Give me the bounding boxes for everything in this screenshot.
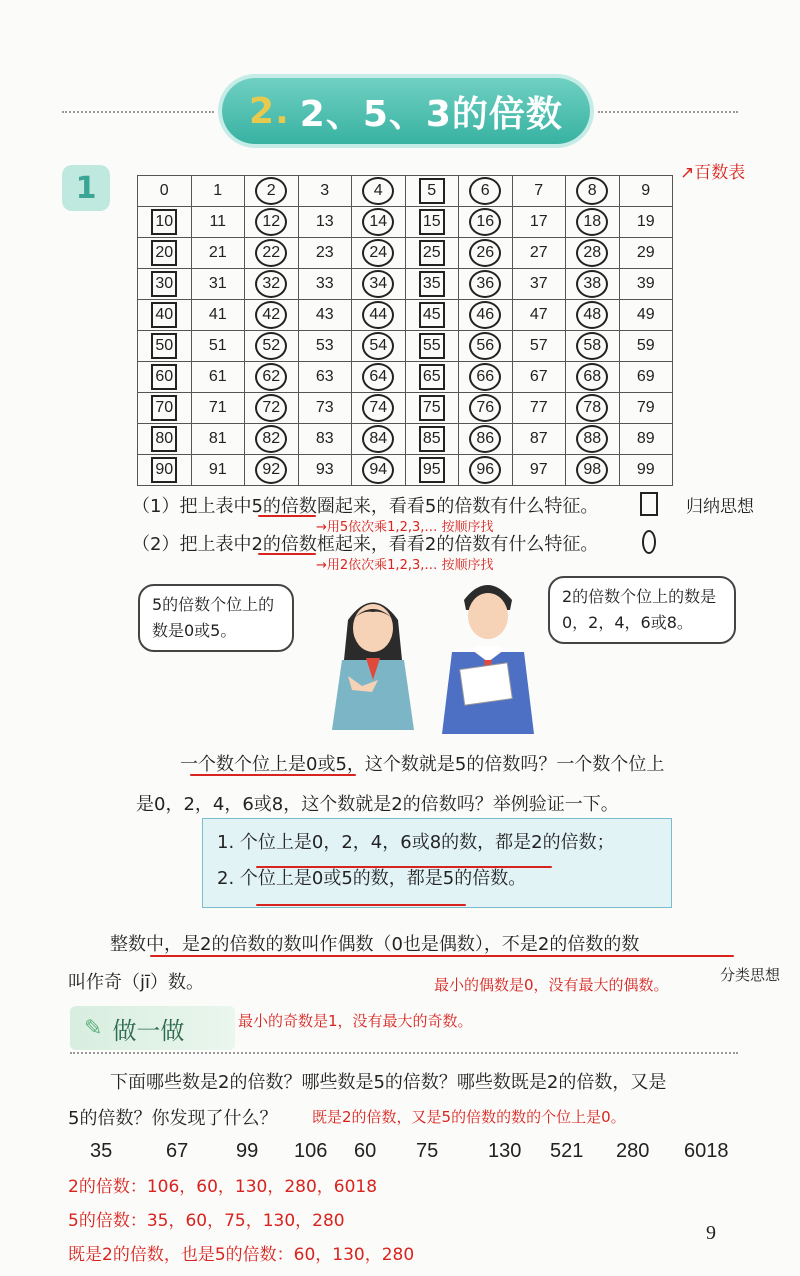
- chart-number: 0: [159, 182, 169, 199]
- chart-number: 77: [529, 399, 548, 416]
- chart-number: 9: [641, 182, 651, 199]
- title-rule-right: [598, 111, 738, 113]
- chart-number: 60: [151, 364, 177, 390]
- chart-number: 7: [534, 182, 544, 199]
- question-2: （2）把上表中2的倍数框起来，看看2的倍数有什么特征。: [132, 534, 599, 555]
- answer-multiples-of-both: 既是2的倍数，也是5的倍数：60，130，280: [68, 1245, 415, 1265]
- chart-cell: [298, 455, 352, 486]
- chart-number: 23: [315, 244, 334, 261]
- chart-number: 17: [529, 213, 548, 230]
- chart-cell: [138, 424, 192, 455]
- lesson-title: 2、5、3的倍数: [299, 93, 563, 135]
- chart-number: 97: [529, 461, 548, 478]
- chart-cell: [352, 455, 406, 486]
- chart-number: 76: [469, 394, 501, 422]
- chart-cell: [459, 269, 513, 300]
- chart-number: 33: [315, 275, 334, 292]
- chart-number: 38: [576, 270, 608, 298]
- chart-cell: [512, 238, 566, 269]
- chart-cell: [459, 455, 513, 486]
- chart-cell: [191, 176, 245, 207]
- chart-cell: [352, 269, 406, 300]
- chart-number: 1: [213, 182, 223, 199]
- chart-number: 8: [576, 177, 608, 205]
- paragraph-line-2: 是0，2，4，6或8，这个数就是2的倍数吗？举例验证一下。: [136, 794, 619, 815]
- chart-number: 30: [151, 271, 177, 297]
- chart-cell: [191, 269, 245, 300]
- chart-number: 80: [151, 426, 177, 452]
- chart-cell: [298, 269, 352, 300]
- title-rule-left: [62, 111, 214, 113]
- chart-number: 56: [469, 332, 501, 360]
- chart-cell: [566, 176, 620, 207]
- chart-cell: [298, 393, 352, 424]
- chart-number: 87: [529, 430, 548, 447]
- chart-cell: [138, 207, 192, 238]
- number-item: 6018: [684, 1140, 729, 1162]
- chart-number: 24: [362, 239, 394, 267]
- chart-number: 57: [529, 337, 548, 354]
- chart-row: [138, 455, 673, 486]
- chart-number: 51: [208, 337, 227, 354]
- chart-number: 59: [636, 337, 655, 354]
- chart-cell: [619, 238, 673, 269]
- chart-number: 15: [419, 209, 445, 235]
- chart-cell: [566, 362, 620, 393]
- chart-cell: [138, 331, 192, 362]
- chart-cell: [138, 455, 192, 486]
- chart-number: 55: [419, 333, 445, 359]
- chart-cell: [619, 331, 673, 362]
- chart-cell: [619, 362, 673, 393]
- chart-row: [138, 362, 673, 393]
- chart-cell: [191, 207, 245, 238]
- chart-cell: [512, 362, 566, 393]
- chart-cell: [138, 238, 192, 269]
- chart-number: 3: [320, 182, 330, 199]
- chart-cell: [298, 238, 352, 269]
- chart-number: 28: [576, 239, 608, 267]
- chart-number: 27: [529, 244, 548, 261]
- girl-illustration: [318, 580, 428, 740]
- chart-number: 14: [362, 208, 394, 236]
- chart-cell: [405, 455, 459, 486]
- number-item: 106: [294, 1140, 328, 1162]
- do-question-line-2: 5的倍数？你发现了什么？: [68, 1108, 278, 1129]
- chart-cell: [298, 207, 352, 238]
- chart-cell: [352, 331, 406, 362]
- chart-cell: [352, 207, 406, 238]
- chart-cell: [298, 331, 352, 362]
- chart-number: 79: [636, 399, 655, 416]
- chart-cell: [245, 300, 299, 331]
- chart-row: [138, 176, 673, 207]
- chart-cell: [459, 424, 513, 455]
- chart-number: 2: [255, 177, 287, 205]
- chart-cell: [512, 269, 566, 300]
- underline-q1: [258, 515, 316, 517]
- chart-number: 81: [208, 430, 227, 447]
- chart-number: 6: [469, 177, 501, 205]
- chart-cell: [352, 393, 406, 424]
- question-1: （1）把上表中5的倍数圈起来，看看5的倍数有什么特征。: [132, 496, 599, 517]
- chart-number: 65: [419, 364, 445, 390]
- chart-cell: [566, 424, 620, 455]
- underline-definition: [150, 955, 734, 957]
- chart-number: 85: [419, 426, 445, 452]
- chart-row: [138, 269, 673, 300]
- chart-number: 44: [362, 301, 394, 329]
- chart-number: 66: [469, 363, 501, 391]
- chart-cell: [619, 424, 673, 455]
- chart-number: 74: [362, 394, 394, 422]
- rule-box: [202, 818, 672, 908]
- lesson-number: 2.: [249, 90, 290, 132]
- chart-number: 62: [255, 363, 287, 391]
- answer-multiples-of-5: 5的倍数：35，60，75，130，280: [68, 1211, 345, 1231]
- chart-number: 4: [362, 177, 394, 205]
- chart-number: 34: [362, 270, 394, 298]
- paragraph-line-1: 一个数个位上是0或5，这个数就是5的倍数吗？一个数个位上: [180, 754, 665, 775]
- chart-number: 63: [315, 368, 334, 385]
- chart-number: 88: [576, 425, 608, 453]
- chart-cell: [352, 176, 406, 207]
- chart-number: 72: [255, 394, 287, 422]
- chart-number: 93: [315, 461, 334, 478]
- chart-number: 48: [576, 301, 608, 329]
- chart-cell: [619, 300, 673, 331]
- number-item: 521: [550, 1140, 584, 1162]
- chart-number: 78: [576, 394, 608, 422]
- chart-number: 41: [208, 306, 227, 323]
- chart-cell: [459, 393, 513, 424]
- chart-cell: [459, 362, 513, 393]
- chart-cell: [405, 238, 459, 269]
- chart-cell: [405, 176, 459, 207]
- note-odd: 最小的奇数是1，没有最大的奇数。: [238, 1012, 473, 1030]
- chart-cell: [245, 238, 299, 269]
- chart-cell: [405, 331, 459, 362]
- number-item: 67: [166, 1140, 189, 1162]
- do-question-note: 既是2的倍数，又是5的倍数的数的个位上是0。: [312, 1108, 626, 1126]
- chart-number: 43: [315, 306, 334, 323]
- chart-cell: [405, 424, 459, 455]
- chart-cell: [566, 455, 620, 486]
- number-item: 35: [90, 1140, 113, 1162]
- chart-number: 36: [469, 270, 501, 298]
- chart-number: 25: [419, 240, 445, 266]
- chart-annotation: ↗百数表: [680, 163, 746, 183]
- chart-number: 70: [151, 395, 177, 421]
- chart-cell: [512, 455, 566, 486]
- chart-cell: [191, 331, 245, 362]
- chart-number: 71: [208, 399, 227, 416]
- rule-2: 2. 个位上是0或5的数，都是5的倍数。: [217, 868, 527, 889]
- chart-number: 83: [315, 430, 334, 447]
- hundred-chart: [137, 175, 673, 486]
- chart-number: 99: [636, 461, 655, 478]
- chart-cell: [298, 362, 352, 393]
- chart-cell: [138, 176, 192, 207]
- do-section-rule: [70, 1052, 738, 1054]
- chart-cell: [512, 176, 566, 207]
- chart-number: 94: [362, 456, 394, 484]
- chart-number: 46: [469, 301, 501, 329]
- chart-number: 18: [576, 208, 608, 236]
- chart-cell: [191, 362, 245, 393]
- chart-cell: [191, 238, 245, 269]
- chart-cell: [459, 300, 513, 331]
- chart-cell: [352, 424, 406, 455]
- chart-cell: [405, 300, 459, 331]
- chart-cell: [352, 238, 406, 269]
- chart-number: 11: [209, 213, 227, 230]
- chart-number: 49: [636, 306, 655, 323]
- rule-1: 1. 个位上是0，2，4，6或8的数，都是2的倍数；: [217, 832, 615, 853]
- chart-cell: [459, 238, 513, 269]
- chart-cell: [298, 176, 352, 207]
- lesson-title-banner: [222, 78, 590, 144]
- chart-cell: [191, 300, 245, 331]
- girl-speech-bubble: 5的倍数个位上的数是0或5。: [138, 584, 294, 652]
- annotation-arrow-icon: ↗: [680, 163, 695, 183]
- chart-cell: [405, 207, 459, 238]
- chart-cell: [619, 455, 673, 486]
- chart-number: 58: [576, 332, 608, 360]
- pencil-icon: ✎: [84, 1015, 103, 1041]
- chart-number: 98: [576, 456, 608, 484]
- chart-cell: [352, 362, 406, 393]
- chart-number: 82: [255, 425, 287, 453]
- chart-row: [138, 393, 673, 424]
- chart-number: 19: [636, 213, 655, 230]
- chart-number: 54: [362, 332, 394, 360]
- side-note-classification: 分类思想: [720, 966, 781, 984]
- chart-cell: [245, 455, 299, 486]
- chart-number: 67: [529, 368, 548, 385]
- page-number: 9: [706, 1222, 716, 1244]
- chart-number: 21: [208, 244, 227, 261]
- chart-cell: [566, 393, 620, 424]
- chart-cell: [405, 393, 459, 424]
- chart-cell: [245, 362, 299, 393]
- number-item: 60: [354, 1140, 377, 1162]
- chart-cell: [512, 300, 566, 331]
- chart-number: 95: [419, 457, 445, 483]
- chart-cell: [566, 207, 620, 238]
- chart-number: 84: [362, 425, 394, 453]
- chart-cell: [512, 393, 566, 424]
- chart-number: 22: [255, 239, 287, 267]
- chart-row: [138, 207, 673, 238]
- chart-cell: [191, 455, 245, 486]
- boy-illustration: [432, 566, 542, 740]
- chart-row: [138, 238, 673, 269]
- chart-cell: [566, 331, 620, 362]
- chart-row: [138, 331, 673, 362]
- chart-cell: [459, 331, 513, 362]
- chart-cell: [619, 269, 673, 300]
- underline-paragraph: [190, 774, 356, 776]
- chart-number: 92: [255, 456, 287, 484]
- chart-number: 32: [255, 270, 287, 298]
- chart-number: 86: [469, 425, 501, 453]
- chart-cell: [298, 300, 352, 331]
- do-section-header: ✎ 做一做: [70, 1006, 235, 1050]
- chart-number: 61: [208, 368, 227, 385]
- underline-rule-1: [256, 866, 552, 868]
- chart-cell: [245, 393, 299, 424]
- chart-number: 50: [151, 333, 177, 359]
- boy-speech-bubble: 2的倍数个位上的数是0，2，4，6或8。: [548, 576, 736, 644]
- chart-number: 13: [315, 213, 334, 230]
- chart-cell: [459, 176, 513, 207]
- chart-cell: [512, 331, 566, 362]
- chart-number: 40: [151, 302, 177, 328]
- chart-cell: [191, 424, 245, 455]
- chart-number: 20: [151, 240, 177, 266]
- chart-number: 35: [419, 271, 445, 297]
- chart-number: 47: [529, 306, 548, 323]
- chart-cell: [138, 269, 192, 300]
- chart-number: 73: [315, 399, 334, 416]
- chart-cell: [566, 238, 620, 269]
- chart-number: 53: [315, 337, 334, 354]
- chart-number: 37: [529, 275, 548, 292]
- chart-cell: [298, 424, 352, 455]
- answer-multiples-of-2: 2的倍数：106，60，130，280，6018: [68, 1177, 378, 1197]
- chart-number: 39: [636, 275, 655, 292]
- definition-line-1: 整数中，是2的倍数的数叫作偶数（0也是偶数），不是2的倍数的数: [110, 934, 640, 955]
- question-1-note: →用5依次乘1,2,3,… 按顺序找: [316, 520, 494, 535]
- chart-cell: [191, 393, 245, 424]
- chart-number: 16: [469, 208, 501, 236]
- question-2-note: →用2依次乘1,2,3,… 按顺序找: [316, 558, 494, 573]
- underline-rule-2: [256, 904, 466, 906]
- side-note-induction: 归纳思想: [686, 497, 754, 517]
- chart-cell: [459, 207, 513, 238]
- chart-number: 29: [636, 244, 655, 261]
- chart-cell: [138, 362, 192, 393]
- chart-number: 12: [255, 208, 287, 236]
- chart-number: 91: [208, 461, 227, 478]
- chart-number: 75: [419, 395, 445, 421]
- chart-row: [138, 424, 673, 455]
- chart-number: 31: [208, 275, 227, 292]
- chart-row: [138, 300, 673, 331]
- chart-cell: [512, 207, 566, 238]
- chart-cell: [405, 362, 459, 393]
- chart-cell: [245, 176, 299, 207]
- section-badge: 1: [62, 165, 110, 211]
- chart-cell: [405, 269, 459, 300]
- chart-cell: [566, 269, 620, 300]
- chart-number: 89: [636, 430, 655, 447]
- chart-number: 68: [576, 363, 608, 391]
- chart-cell: [245, 331, 299, 362]
- note-even: 最小的偶数是0，没有最大的偶数。: [434, 976, 669, 994]
- chart-number: 96: [469, 456, 501, 484]
- chart-cell: [619, 176, 673, 207]
- chart-cell: [619, 207, 673, 238]
- chart-cell: [138, 300, 192, 331]
- number-item: 75: [416, 1140, 439, 1162]
- chart-cell: [245, 424, 299, 455]
- chart-cell: [619, 393, 673, 424]
- definition-line-2: 叫作奇（jī）数。: [68, 972, 205, 993]
- chart-number: 5: [419, 178, 445, 204]
- chart-number: 52: [255, 332, 287, 360]
- chart-cell: [352, 300, 406, 331]
- chart-number: 42: [255, 301, 287, 329]
- chart-number: 69: [636, 368, 655, 385]
- chart-number: 45: [419, 302, 445, 328]
- oval-mark-icon: [642, 530, 656, 554]
- chart-number: 10: [151, 209, 177, 235]
- chart-number: 26: [469, 239, 501, 267]
- number-item: 99: [236, 1140, 259, 1162]
- chart-number: 64: [362, 363, 394, 391]
- do-question-line-1: 下面哪些数是2的倍数？哪些数是5的倍数？哪些数既是2的倍数，又是: [110, 1072, 667, 1093]
- chart-cell: [245, 207, 299, 238]
- chart-cell: [138, 393, 192, 424]
- checkbox-square-icon: [640, 492, 658, 516]
- chart-cell: [512, 424, 566, 455]
- chart-cell: [566, 300, 620, 331]
- chart-cell: [245, 269, 299, 300]
- number-item: 130: [488, 1140, 522, 1162]
- underline-q2: [258, 553, 316, 555]
- number-item: 280: [616, 1140, 650, 1162]
- chart-number: 90: [151, 457, 177, 483]
